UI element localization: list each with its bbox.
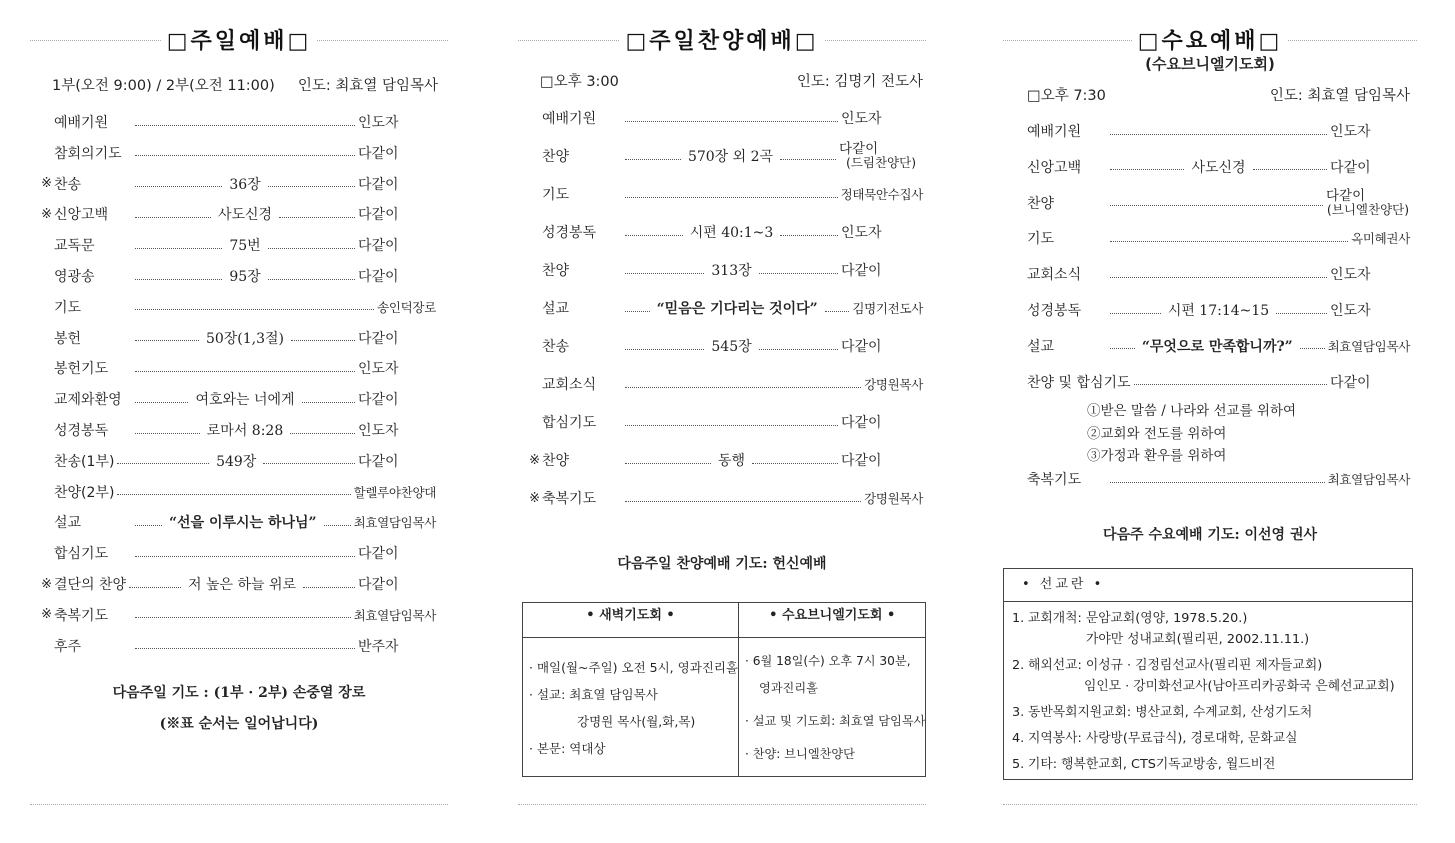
leader-dots [135, 340, 199, 341]
item-label: 찬송 [54, 176, 82, 193]
mission-line: 기타: 행복한교회, CTS기독교방송, 월드비전 [1028, 757, 1276, 772]
item-leader: 다같이 [358, 145, 399, 162]
item-label: 기도 [54, 299, 82, 316]
item-leader: 최효열담임목사 [1327, 338, 1410, 354]
mission-number: 2. [1012, 658, 1025, 673]
service-header [1003, 84, 1417, 105]
standing-note: (※표 순서는 일어납니다) [159, 716, 319, 732]
order-row [30, 328, 448, 348]
order-row [30, 543, 448, 563]
section-title: □수요예배□ [1137, 28, 1283, 54]
mission-line: 임인모 · 강미화선교사(남아프리카공화국 은혜선교교회) [1084, 679, 1395, 694]
leader-dots [290, 433, 355, 434]
leader-dots [625, 387, 861, 388]
item-content: 75번 [229, 238, 261, 255]
item-content: “무엇으로 만족합니까?” [1141, 338, 1293, 355]
leader-dots [135, 279, 222, 280]
next-prayer: 다음주일 기도 : (1부 · 2부) 손중열 장로 [112, 685, 366, 701]
leader-dots [1110, 205, 1323, 206]
order-row [30, 389, 448, 409]
section-subtitle: (수요브니엘기도회) [1145, 55, 1275, 73]
list-item: · 찬양: 브니엘찬양단 [745, 747, 855, 761]
item-leader [1326, 187, 1410, 217]
mission-number: 1. [1012, 611, 1025, 626]
order-row [30, 636, 448, 656]
item-leader: 다같이 [841, 339, 882, 355]
leader-dots [759, 349, 838, 350]
leader-dots [135, 648, 355, 649]
item-leader: 인도자 [358, 115, 399, 131]
item-leader: 강명원목사 [864, 377, 923, 392]
item-label: 봉헌 [54, 330, 82, 347]
item-label: 찬양 및 합심기도 [1027, 374, 1131, 391]
leader-dots [117, 494, 350, 495]
divider [1003, 40, 1132, 41]
leader-dots [135, 125, 355, 126]
leader-dots [759, 273, 838, 274]
order-row [30, 358, 448, 378]
leader-name: 다같이 [839, 141, 879, 157]
item-label: 축복기도 [542, 491, 597, 507]
leader-dots [117, 463, 209, 464]
title-row [518, 24, 926, 54]
item-leader: 인도자 [1330, 124, 1371, 140]
item-leader: 인도자 [358, 361, 399, 378]
order-row [30, 605, 448, 625]
item-content: “선을 이루시는 하나님” [169, 515, 317, 532]
item-leader: 다같이 [358, 453, 399, 470]
service-leader: 인도: 최효열 담임목사 [297, 78, 438, 94]
leader-dots [1110, 348, 1135, 349]
item-leader: 다같이 [841, 263, 882, 279]
service-header [30, 74, 448, 95]
leader-dots [625, 349, 704, 350]
order-row [1003, 187, 1417, 217]
missions-box [1003, 568, 1413, 780]
order-row [1003, 228, 1417, 248]
leader-dots [625, 273, 704, 274]
leader-dots [825, 311, 850, 312]
order-row [1003, 264, 1417, 284]
service-leader: 인도: 김명기 전도사 [796, 74, 923, 90]
item-leader: 옥미혜권사 [1351, 231, 1410, 247]
item-label: 교독문 [54, 238, 95, 255]
leader-dots [135, 155, 355, 156]
section-title: □주일예배□ [166, 28, 312, 54]
mission-number: 3. [1012, 705, 1025, 720]
leader-dots [625, 311, 650, 312]
order-row [30, 143, 448, 163]
next-prayer: 다음주 수요예배 기도: 이선영 권사 [1103, 527, 1317, 543]
leader-dots [625, 463, 711, 464]
missions-head: • 선교란 • [1004, 569, 1412, 602]
item-leader: 송인덕장로 [377, 299, 436, 315]
leader-dots [1110, 169, 1184, 170]
leader-dots [1134, 384, 1327, 385]
order-row [1003, 300, 1417, 320]
mission-line: 가야만 성내교회(필리핀, 2002.11.11.) [1086, 632, 1310, 647]
order-row [30, 451, 448, 471]
leader-dots [625, 501, 861, 502]
item-leader: 다같이 [358, 577, 399, 593]
list-item: 강명원 목사(월,화,목) [577, 714, 696, 729]
leader-dots [1110, 482, 1325, 483]
prayer-topic: ③가정과 환우를 위하여 [1087, 448, 1227, 464]
item-label: 참회의기도 [54, 145, 122, 162]
order-row [1003, 157, 1417, 177]
order-row [1003, 336, 1417, 356]
leader-dots [1276, 313, 1327, 314]
item-label: 찬양 [542, 453, 570, 469]
order-row [30, 266, 448, 286]
order-row [1003, 372, 1417, 392]
item-label: 결단의 찬양 [54, 577, 127, 593]
item-leader: 인도자 [1330, 267, 1371, 284]
leader-dots [324, 525, 351, 526]
item-leader: 다같이 [841, 453, 882, 469]
item-label: 성경봉독 [542, 225, 597, 241]
item-leader [839, 143, 923, 169]
mission-number: 5. [1012, 757, 1025, 772]
prayer-meetings-box [522, 602, 926, 777]
order-row [30, 482, 448, 502]
item-label: 찬양(2부) [54, 484, 115, 501]
leader-dots [135, 556, 355, 557]
leader-dots [291, 340, 355, 341]
missions-list [1004, 602, 1412, 775]
leader-dots [135, 309, 374, 310]
wednesday-prayer-head: • 수요브니엘기도회 • [739, 603, 926, 638]
order-row-benediction [1003, 469, 1417, 489]
item-label: 합심기도 [54, 546, 109, 563]
standing-mark: ※ [41, 607, 52, 623]
next-prayer: 다음주일 찬양예배 기도: 헌신예배 [617, 556, 827, 572]
mission-item [1012, 655, 1412, 697]
item-label: 기도 [1027, 231, 1055, 248]
order-row [518, 450, 926, 470]
sunday-service-column [30, 0, 448, 843]
divider [1288, 40, 1417, 41]
list-item: · 본문: 역대상 [529, 741, 606, 756]
order-row [30, 297, 448, 317]
order-row [30, 574, 448, 594]
mission-text [1028, 728, 1298, 749]
leader-dots [135, 525, 162, 526]
leader-dots [625, 121, 838, 122]
item-label: 기도 [542, 187, 570, 203]
item-content: 50장(1,3절) [205, 330, 285, 347]
item-label: 예배기원 [1027, 124, 1082, 140]
item-label: 봉헌기도 [54, 361, 109, 378]
wednesday-prayer-details [739, 638, 926, 777]
leader-dots [268, 279, 355, 280]
mission-line: 지역봉사: 사랑방(무료급식), 경로대학, 문화교실 [1028, 731, 1298, 746]
item-label: 성경봉독 [54, 423, 109, 439]
order-row [30, 174, 448, 194]
standing-mark: ※ [529, 490, 540, 506]
divider [30, 804, 448, 805]
leader-dots [303, 587, 355, 588]
order-row [518, 374, 926, 394]
item-content: 570장 외 2곡 [687, 149, 774, 165]
leader-dots [625, 159, 681, 160]
item-content: 시편 40:1~3 [689, 225, 774, 241]
mission-text [1028, 754, 1275, 775]
divider [825, 40, 926, 41]
item-leader: 다같이 [841, 415, 882, 431]
prayer-topic: ①받은 말씀 / 나라와 선교를 위하여 [1087, 403, 1297, 419]
order-row [30, 420, 448, 440]
item-label: 교제와환영 [54, 392, 122, 409]
leader-dots [129, 587, 181, 588]
item-content: 545장 [711, 339, 752, 355]
sunday-praise-service-column [518, 0, 926, 843]
leader-dots [135, 617, 351, 618]
mission-line: 교회개척: 문암교회(영양, 1978.5.20.) [1028, 611, 1248, 626]
leader-group: (드림찬양단) [845, 155, 917, 170]
dawn-prayer-details [523, 638, 739, 777]
leader-dots [780, 159, 836, 160]
item-label: 찬양 [542, 149, 570, 165]
divider [518, 804, 926, 805]
item-leader: 김명기전도사 [852, 301, 923, 316]
service-time: □오후 3:00 [540, 74, 619, 90]
divider [1003, 804, 1417, 805]
item-leader: 반주자 [358, 638, 399, 655]
mission-item [1012, 728, 1412, 749]
item-content: 549장 [216, 453, 257, 470]
leader-dots [752, 463, 838, 464]
list-item: · 6월 18일(수) 오후 7시 30분, [745, 654, 911, 668]
item-content: 36장 [229, 176, 261, 193]
item-label: 축복기도 [54, 607, 109, 624]
leader-dots [135, 371, 355, 372]
mission-line: 동반목회지원교회: 병산교회, 수계교회, 산성기도처 [1028, 705, 1313, 720]
section-title: □주일찬양예배□ [625, 28, 819, 54]
dawn-prayer-head: • 새벽기도회 • [523, 603, 739, 638]
item-leader: 다같이 [1330, 159, 1371, 176]
leader-dots [1300, 348, 1325, 349]
leader-dots [780, 235, 838, 236]
leader-dots [625, 425, 838, 426]
list-item: · 매일(월~주일) 오전 5시, 영과진리홀 [529, 660, 738, 675]
item-leader: 다같이 [358, 207, 399, 224]
list-item: · 설교 및 기도회: 최효열 담임목사 [745, 714, 926, 728]
order-row [1003, 121, 1417, 141]
item-content: 로마서 8:28 [206, 423, 284, 439]
item-leader: 정태묵안수집사 [840, 187, 923, 202]
prayer-topic: ②교회와 전도를 위하여 [1087, 426, 1227, 442]
item-label: 설교 [1027, 338, 1055, 355]
leader-dots [268, 248, 355, 249]
item-content: 여호와는 너에게 [195, 392, 295, 409]
standing-mark: ※ [529, 452, 540, 468]
order-row [518, 108, 926, 128]
item-leader: 다같이 [1330, 374, 1371, 391]
item-leader: 인도자 [841, 225, 882, 241]
service-header [518, 70, 926, 91]
order-row [30, 204, 448, 224]
standing-mark: ※ [41, 176, 52, 192]
item-leader: 다같이 [358, 269, 399, 285]
leader-dots [268, 186, 355, 187]
list-item: · 설교: 최효열 담임목사 [529, 687, 658, 702]
leader-group: (브니엘찬양단) [1326, 201, 1410, 217]
item-label: 설교 [542, 301, 570, 317]
item-leader: 최효열담임목사 [353, 607, 436, 623]
item-leader: 인도자 [841, 111, 882, 127]
item-leader: 다같이 [358, 176, 399, 193]
item-label: 설교 [54, 515, 82, 532]
leader-dots [263, 463, 355, 464]
order-row [518, 488, 926, 508]
item-label: 축복기도 [1027, 472, 1082, 488]
leader-dots [135, 248, 222, 249]
item-leader: 인도자 [1330, 303, 1371, 319]
order-row [518, 222, 926, 242]
item-leader: 강명원목사 [864, 491, 923, 506]
service-time: □오후 7:30 [1027, 88, 1106, 104]
item-label: 합심기도 [542, 415, 597, 431]
item-label: 후주 [54, 638, 82, 655]
item-label: 찬송 [542, 339, 570, 355]
item-leader: 할렐루야찬양대 [353, 484, 436, 500]
leader-dots [135, 402, 188, 403]
standing-mark: ※ [41, 206, 52, 222]
leader-dots [1253, 169, 1327, 170]
leader-dots [135, 433, 200, 434]
item-label: 찬양 [1027, 195, 1055, 212]
order-row [30, 512, 448, 532]
item-leader: 다같이 [358, 238, 399, 255]
item-content: 사도신경 [217, 207, 273, 224]
divider [30, 40, 161, 41]
leader-dots [279, 217, 355, 218]
item-label: 성경봉독 [1027, 303, 1082, 319]
item-leader: 인도자 [358, 423, 399, 439]
item-label: 신앙고백 [1027, 159, 1082, 176]
item-leader: 다같이 [358, 392, 399, 409]
item-label: 영광송 [54, 269, 95, 285]
order-row [518, 141, 926, 170]
mission-text [1028, 655, 1395, 697]
order-row [30, 235, 448, 255]
leader-dots [1110, 241, 1348, 242]
item-content: 사도신경 [1191, 159, 1246, 176]
item-label: 신앙고백 [54, 207, 109, 224]
leader-dots [625, 235, 683, 236]
leader-dots [1110, 277, 1327, 278]
order-row [30, 112, 448, 132]
mission-item [1012, 702, 1412, 723]
leader-dots [302, 402, 355, 403]
mission-number: 4. [1012, 731, 1025, 746]
mission-text [1028, 702, 1312, 723]
mission-item [1012, 608, 1412, 650]
item-content: 동행 [717, 453, 746, 469]
item-content: “믿음은 기다리는 것이다” [656, 301, 818, 317]
item-label: 예배기원 [542, 111, 597, 127]
item-leader: 최효열담임목사 [1327, 472, 1410, 487]
item-label: 찬양 [542, 263, 570, 279]
order-row [518, 336, 926, 356]
title-row [30, 24, 448, 54]
mission-text [1028, 608, 1309, 650]
item-label: 교회소식 [542, 377, 597, 393]
mission-item [1012, 754, 1412, 775]
standing-mark: ※ [41, 576, 52, 592]
divider [518, 40, 619, 41]
leader-dots [625, 197, 838, 198]
item-leader: 다같이 [358, 330, 399, 347]
order-row [518, 184, 926, 204]
item-label: 교회소식 [1027, 267, 1082, 284]
item-content: 313장 [711, 263, 752, 279]
item-content: 95장 [229, 269, 261, 285]
service-times: 1부(오전 9:00) / 2부(오전 11:00) [52, 78, 275, 94]
divider [317, 40, 448, 41]
item-label: 예배기원 [54, 115, 109, 131]
item-label: 찬송(1부) [54, 453, 115, 470]
order-row [518, 412, 926, 432]
wednesday-service-column [1003, 0, 1417, 843]
item-content: 시편 17:14~15 [1167, 303, 1270, 319]
mission-line: 해외선교: 이성규 · 김정림선교사(필리핀 제자들교회) [1028, 658, 1323, 673]
leader-dots [135, 186, 222, 187]
item-content: 저 높은 하늘 위로 [188, 577, 297, 593]
list-item: 영과진리홀 [759, 681, 818, 695]
title-row [1003, 24, 1417, 54]
item-leader: 최효열담임목사 [353, 515, 437, 531]
order-row [518, 298, 926, 318]
leader-dots [135, 217, 211, 218]
service-leader: 인도: 최효열 담임목사 [1269, 88, 1410, 104]
leader-name: 다같이 [1326, 187, 1366, 204]
leader-dots [1110, 134, 1327, 135]
order-row [518, 260, 926, 280]
leader-dots [1110, 313, 1161, 314]
item-leader: 다같이 [358, 546, 399, 563]
